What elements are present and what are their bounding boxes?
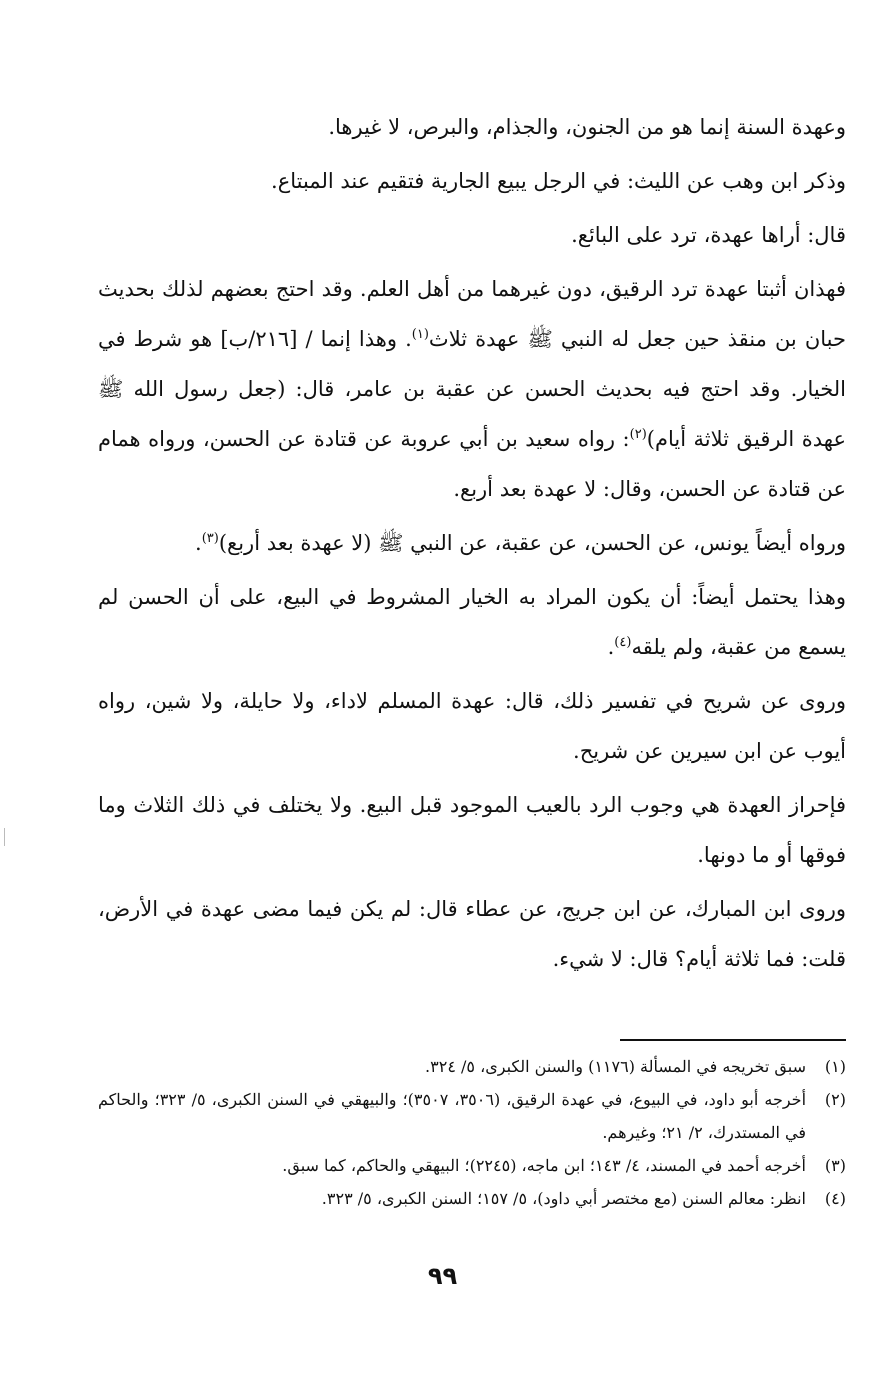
text-run: وهذا يحتمل أيضاً: أن يكون المراد به الخيار المشروط في البيع، على أن الحسن لم يسمع من عقبة، ولم يلقه xyxy=(98,585,846,659)
footnote-reference: (١) xyxy=(411,327,429,342)
footnote xyxy=(98,1149,846,1182)
paragraph xyxy=(98,156,846,206)
footnote-reference: (٣) xyxy=(201,531,219,546)
footnote-reference: (٤) xyxy=(614,635,632,650)
text-run: وروى عن شريح في تفسير ذلك، قال: عهدة المسلم لاداء، ولا حايلة، ولا شين، رواه أيوب عن ابن سيرين عن شريح. xyxy=(98,689,846,763)
footnote-text: سبق تخريجه في المسألة (١١٧٦) والسنن الكبرى، ٥/ ٣٢٤. xyxy=(425,1057,806,1076)
footnote-number: (٣) xyxy=(824,1156,846,1175)
footnote xyxy=(98,1083,846,1149)
text-run: . xyxy=(607,635,615,659)
footnote-reference: (٢) xyxy=(629,427,647,442)
footnote-number: (٢) xyxy=(824,1090,846,1109)
footnote xyxy=(98,1050,846,1083)
paragraph xyxy=(98,264,846,514)
paragraph xyxy=(98,780,846,880)
footnote-text: أخرجه أحمد في المسند، ٤/ ١٤٣؛ ابن ماجه، (٢٢٤٥)؛ البيهقي والحاكم، كما سبق. xyxy=(282,1156,806,1175)
text-run: وذكر ابن وهب عن الليث: في الرجل يبيع الجارية فتقيم عند المبتاع. xyxy=(271,169,846,193)
paragraph xyxy=(98,102,846,152)
text-run: فهذان أثبتا عهدة ترد الرقيق، دون غيرهما من أهل العلم. وقد احتج بعضهم لذلك بحديث حبان بن منقذ حين جعل له النبي ﷺ عهدة ثلاث xyxy=(98,277,847,351)
text-run: وعهدة السنة إنما هو من الجنون، والجذام، والبرص، لا غيرها. xyxy=(328,115,846,139)
footnote xyxy=(98,1182,846,1215)
paragraph xyxy=(98,210,846,260)
paragraph xyxy=(98,518,846,568)
page-number: ٩٩ xyxy=(427,1262,458,1290)
paragraph xyxy=(98,676,846,776)
footnote-number: (٤) xyxy=(824,1189,846,1208)
scan-artifact xyxy=(4,828,5,846)
text-run: . وهذا إنما / [٢١٦/ب] هو شرط في الخيار. وقد احتج فيه بحديث الحسن عن عقبة بن عامر، قال: (جعل رسول الله ﷺ عهدة الرقيق ثلاثة أيام) xyxy=(98,327,846,451)
footnotes-section xyxy=(98,1050,846,1215)
text-run: ورواه أيضاً يونس، عن الحسن، عن عقبة، عن النبي ﷺ (لا عهدة بعد أربع) xyxy=(218,531,846,555)
text-run: قال: أراها عهدة، ترد على البائع. xyxy=(571,223,846,247)
paragraph xyxy=(98,884,846,984)
footnote-text: انظر: معالم السنن (مع مختصر أبي داود)، ٥/ ١٥٧؛ السنن الكبرى، ٥/ ٣٢٣. xyxy=(321,1189,806,1208)
footnote-number: (١) xyxy=(824,1057,846,1076)
text-run: فإحراز العهدة هي وجوب الرد بالعيب الموجود قبل البيع. ولا يختلف في ذلك الثلاث وما فوقها أو ما دونها. xyxy=(98,793,846,867)
footnote-separator xyxy=(620,1039,846,1041)
text-run: : رواه سعيد بن أبي عروبة عن قتادة عن الحسن، ورواه همام عن قتادة عن الحسن، وقال: لا عهدة بعد أربع. xyxy=(98,427,846,501)
footnote-text: أخرجه أبو داود، في البيوع، في عهدة الرقيق، (٣٥٠٦، ٣٥٠٧)؛ والبيهقي في السنن الكبرى، ٥/ ٣٢٣؛ والحاكم في المستدرك، ٢/ ٢١؛ وغيرهم. xyxy=(98,1090,807,1142)
main-text xyxy=(98,102,846,988)
text-run: . xyxy=(195,531,202,555)
text-run: وروى ابن المبارك، عن ابن جريج، عن عطاء قال: لم يكن فيما مضى عهدة في الأرض، قلت: فما ثلاثة أيام؟ قال: لا شيء. xyxy=(98,897,846,971)
paragraph xyxy=(98,572,846,672)
